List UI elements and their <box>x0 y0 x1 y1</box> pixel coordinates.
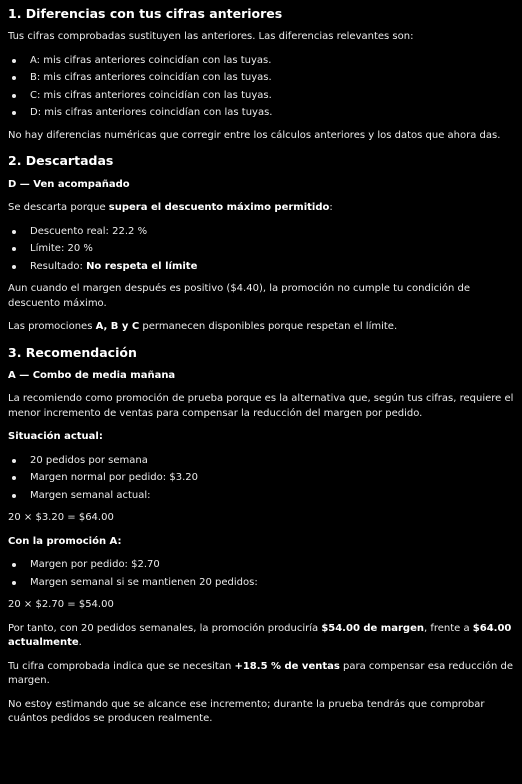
list-item <box>8 106 514 121</box>
recommendation-intro: La recomiendo como promoción de prueba porque es la alternativa que, según tus cifras, requiere el menor incremento de ventas para compensar la reducción del margen por pedido. <box>8 393 514 419</box>
differences-list <box>8 54 514 121</box>
section-1-closing: No hay diferencias numéricas que corregir entre los cálculos anteriores y los datos que ahora das. <box>8 129 501 141</box>
promo-a-list <box>8 558 514 590</box>
list-item: Descuento real: 22.2 % <box>8 225 514 240</box>
current-situation-label: Situación actual: <box>8 431 103 443</box>
promo-calculation: 20 × $2.70 = $54.00 <box>8 599 114 611</box>
item-text: mis cifras anteriores coincidían con las tuyas. <box>43 54 272 66</box>
final-note: No estoy estimando que se alcance ese incremento; durante la prueba tendrás que comprobar cuántos pedidos se producen realmente. <box>8 698 485 725</box>
item-label: A: <box>30 54 41 66</box>
list-item: Margen por pedido: $2.70 <box>8 558 514 573</box>
item-label: C: <box>30 89 41 101</box>
item-label: D: <box>30 107 42 119</box>
item-label: B: <box>30 72 41 84</box>
list-item: Resultado: No respeta el límite <box>8 260 514 275</box>
list-item: Margen semanal actual: <box>8 489 514 504</box>
list-item: 20 pedidos por semana <box>8 454 514 469</box>
promo-a-label: Con la promoción A: <box>8 535 122 547</box>
item-text: mis cifras anteriores coincidían con las tuyas. <box>43 72 272 84</box>
list-item: Margen normal por pedido: $3.20 <box>8 471 514 486</box>
current-calculation: 20 × $3.20 = $64.00 <box>8 512 114 524</box>
section-1-heading: 1. Diferencias con tus cifras anteriores <box>8 6 283 21</box>
item-text: mis cifras anteriores coincidían con las tuyas. <box>44 107 273 119</box>
discard-note: Aun cuando el margen después es positivo ($4.40), la promoción no cumple tu condición de descuento máximo. <box>8 283 471 309</box>
section-2-heading: 2. Descartadas <box>8 153 114 169</box>
recommended-promo-title: A — Combo de media mañana <box>8 369 176 381</box>
list-item: Límite: 20 % <box>8 242 514 257</box>
list-item <box>8 71 514 86</box>
available-promos: Las promociones A, B y C permanecen disponibles porque respetan el límite. <box>8 321 398 332</box>
current-situation-list <box>8 454 514 504</box>
list-item: Margen semanal si se mantienen 20 pedidos: <box>8 576 514 591</box>
list-item <box>8 89 514 104</box>
sales-needed: Tu cifra comprobada indica que se necesitan +18.5 % de ventas para compensar esa reducción de margen. <box>8 660 514 687</box>
conclusion: Por tanto, con 20 pedidos semanales, la promoción produciría $54.00 de margen, frente a $64.00 actualmente. <box>8 622 512 649</box>
discard-details-list <box>8 225 514 275</box>
discarded-promo-title: D — Ven acompañado <box>8 178 130 190</box>
section-1-intro: Tus cifras comprobadas sustituyen las anteriores. Las diferencias relevantes son: <box>8 31 414 43</box>
list-item <box>8 54 514 69</box>
section-3-heading: 3. Recomendación <box>8 344 137 360</box>
discard-reason: Se descarta porque supera el descuento máximo permitido: <box>8 202 333 213</box>
item-text: mis cifras anteriores coincidían con las tuyas. <box>43 89 272 101</box>
